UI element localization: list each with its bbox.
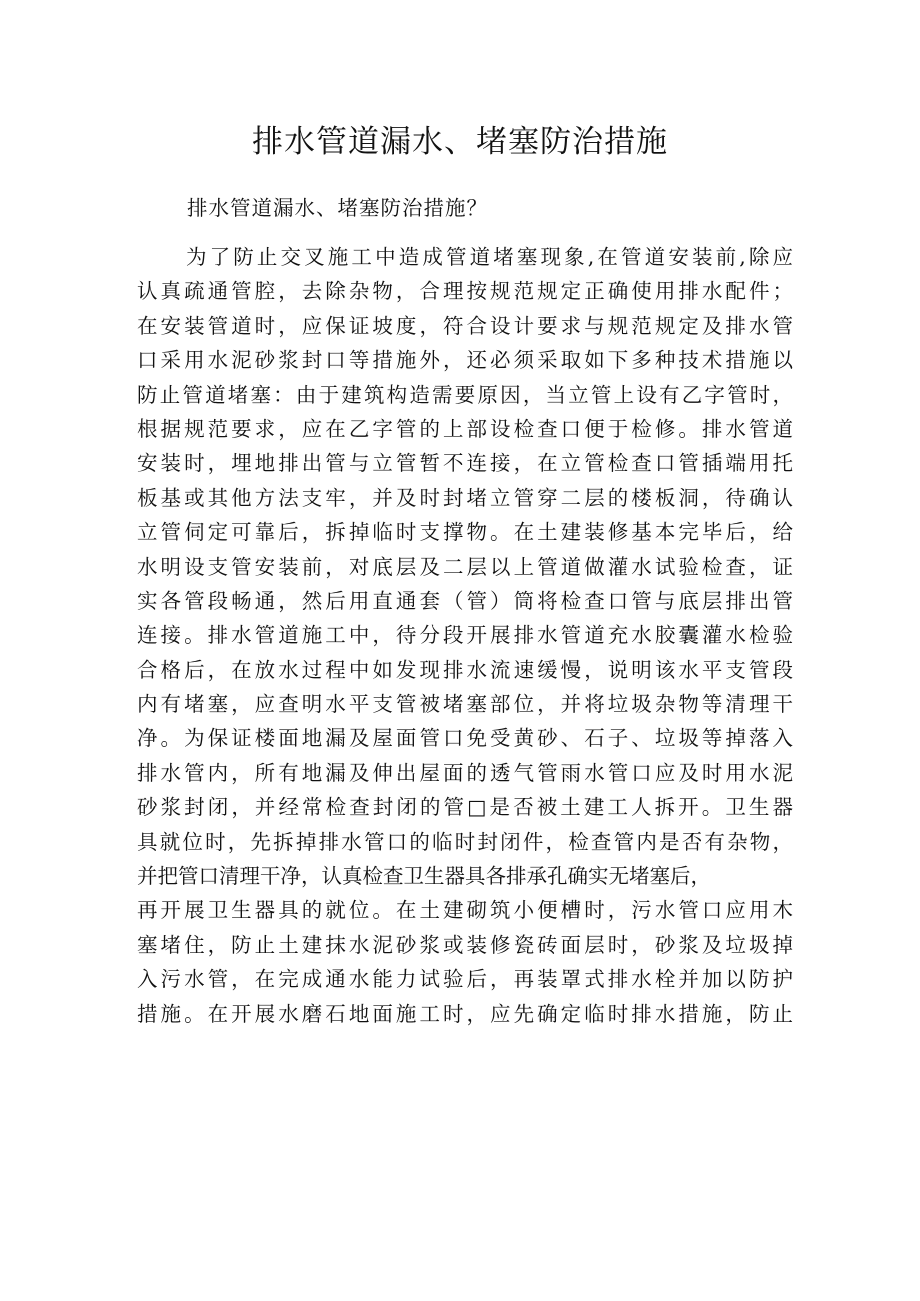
paragraph-line: 合格后，在放水过程中如发现排水流速缓慢，说明该水平支管段: [137, 657, 793, 682]
paragraph-line: 塞堵住，防止土建抹水泥砂浆或装修瓷砖面层时，砂浆及垃圾掉: [137, 932, 793, 957]
paragraph-line: 为了防止交叉施工中造成管道堵塞现象,在管道安装前,除应: [186, 245, 793, 269]
paragraph-line: 具就位时，先拆掉排水管口的临时封闭件，检查管内是否有杂物，: [137, 829, 793, 854]
paragraph-line: 并把管口清理干净，认真检查卫生器具各排承孔确实无堵塞后，: [137, 864, 711, 889]
paragraph-line: 内有堵塞，应查明水平支管被堵塞部位，并将垃圾杂物等清理干: [137, 692, 793, 717]
paragraph-line: 在安装管道时，应保证坡度，符合设计要求与规范规定及排水管: [137, 313, 793, 338]
paragraph-line: 水明设支管安装前，对底层及二层以上管道做灌水试验检查，证: [137, 554, 793, 579]
paragraph-line: 再开展卫生器具的就位。在土建砌筑小便槽时，污水管口应用木: [137, 898, 793, 923]
paragraph-line: 根据规范要求，应在乙字管的上部设检查口便于检修。排水管道: [137, 416, 793, 441]
paragraph-line: 措施。在开展水磨石地面施工时，应先确定临时排水措施，防止: [137, 1001, 793, 1026]
body-paragraph: [137, 240, 793, 1031]
paragraph-line: 立管伺定可靠后，拆掉临时支撑物。在土建装修基本完毕后，给: [137, 520, 793, 545]
paragraph-line: 防止管道堵塞：由于建筑构造需要原因，当立管上设有乙字管时，: [137, 382, 793, 407]
paragraph-line: 净。为保证楼面地漏及屋面管口免受黄砂、石子、垃圾等掉落入: [137, 726, 793, 751]
document-subtitle: 排水管道漏水、堵塞防治措施？: [187, 196, 488, 220]
paragraph-line: 认真疏通管腔，去除杂物，合理按规范规定正确使用排水配件；: [137, 279, 793, 304]
paragraph-line: 排水管内，所有地漏及伸出屋面的透气管雨水管口应及时用水泥: [137, 760, 793, 785]
paragraph-line: 砂浆封闭，并经常检查封闭的管□是否被土建工人拆开。卫生器: [137, 795, 793, 820]
document-title: 排水管道漏水、堵塞防治措施: [252, 124, 668, 160]
paragraph-line: 安装时，埋地排出管与立管暂不连接，在立管检查口管插端用托: [137, 451, 793, 476]
paragraph-line: 实各管段畅通，然后用直通套（管）筒将检查口管与底层排出管: [137, 588, 793, 613]
paragraph-line: 口采用水泥砂浆封口等措施外，还必须采取如下多种技术措施以: [137, 348, 793, 373]
paragraph-line: 连接。排水管道施工中，待分段开展排水管道充水胶囊灌水检验: [137, 623, 793, 648]
paragraph-line: 入污水管，在完成通水能力试验后，再装罩式排水栓并加以防护: [137, 967, 793, 992]
paragraph-line: 板基或其他方法支牢，并及时封堵立管穿二层的楼板洞，待确认: [137, 485, 793, 510]
